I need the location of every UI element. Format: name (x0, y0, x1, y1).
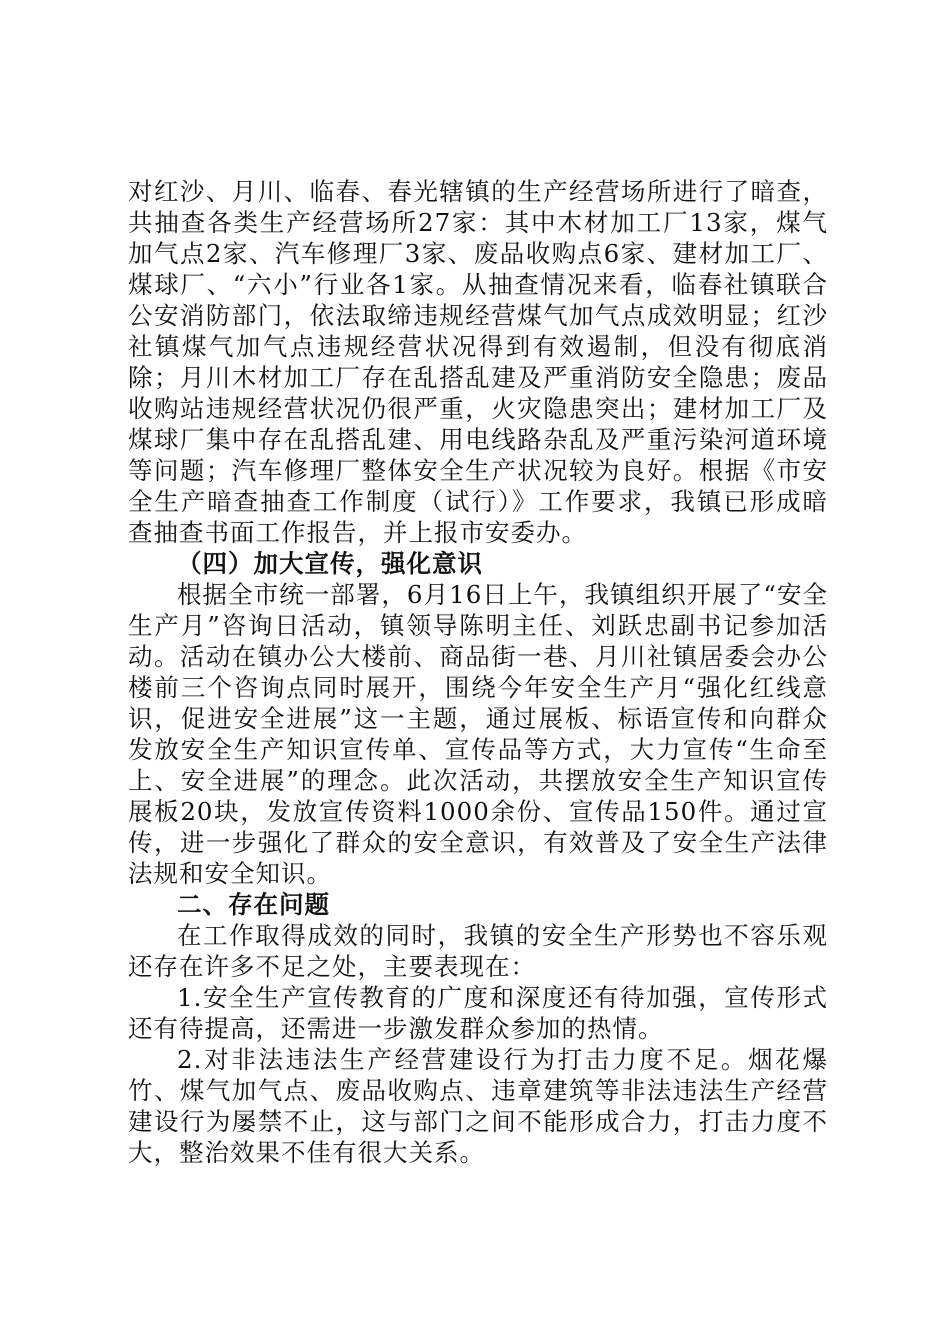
section-heading-publicity: （四）加大宣传，强化意识 (177, 549, 483, 578)
paragraph-problems-intro: 在工作取得成效的同时，我镇的安全生产形势也不容乐观还存在许多不足之处，主要表现在： (128, 921, 828, 981)
paragraph-safety-month-activity: 根据全市统一部署，6月16日上午，我镇组织开展了“安全生产月”咨询日活动，镇领导陈明主任、刘跃忠副书记参加活动。活动在镇办公大楼前、商品街一巷、月川社镇居委会办公楼前三个咨询点同时展开，围绕今年安全生产月“强化红线意识，促进安全进展”这一主题，通过展板、标语宣传和向群众发放安全生产知识宣传单、宣传品等方式，大力宣传“生命至上、安全进展”的理念。此次活动，共摆放安全生产知识宣传展板20块，发放宣传资料1000余份、宣传品150件。通过宣传，进一步强化了群众的安全意识，有效普及了安全生产法律法规和安全知识。 (128, 580, 828, 888)
section-heading-problems: 二、存在问题 (177, 890, 330, 919)
document-body (128, 176, 828, 1168)
paragraph-inspection-results: 对红沙、月川、临春、春光辖镇的生产经营场所进行了暗查，共抽查各类生产经营场所27家：其中木材加工厂13家，煤气加气点2家、汽车修理厂3家、废品收购点6家、建材加工厂、煤球厂、“六小”行业各1家。从抽查情况来看，临春社镇联合公安消防部门，依法取缔违规经营煤气加气点成效明显；红沙社镇煤气加气点违规经营状况得到有效遏制，但没有彻底消除；月川木材加工厂存在乱搭乱建及严重消防安全隐患；废品收购站违规经营状况仍很严重，火灾隐患突出；建材加工厂及煤球厂集中存在乱搭乱建、用电线路杂乱及严重污染河道环境等问题；汽车修理厂整体安全生产状况较为良好。根据《市安全生产暗查抽查工作制度（试行）》工作要求，我镇已形成暗查抽查书面工作报告，并上报市安委办。 (128, 177, 828, 547)
paragraph-problem-2: 2.对非法违法生产经营建设行为打击力度不足。烟花爆竹、煤气加气点、废品收购点、违章建筑等非法违法生产经营建设行为屡禁不止，这与部门之间不能形成合力，打击力度不大，整治效果不佳有很大关系。 (128, 1045, 828, 1167)
paragraph-problem-1: 1.安全生产宣传教育的广度和深度还有待加强，宣传形式还有待提高，还需进一步激发群众参加的热情。 (128, 983, 828, 1043)
